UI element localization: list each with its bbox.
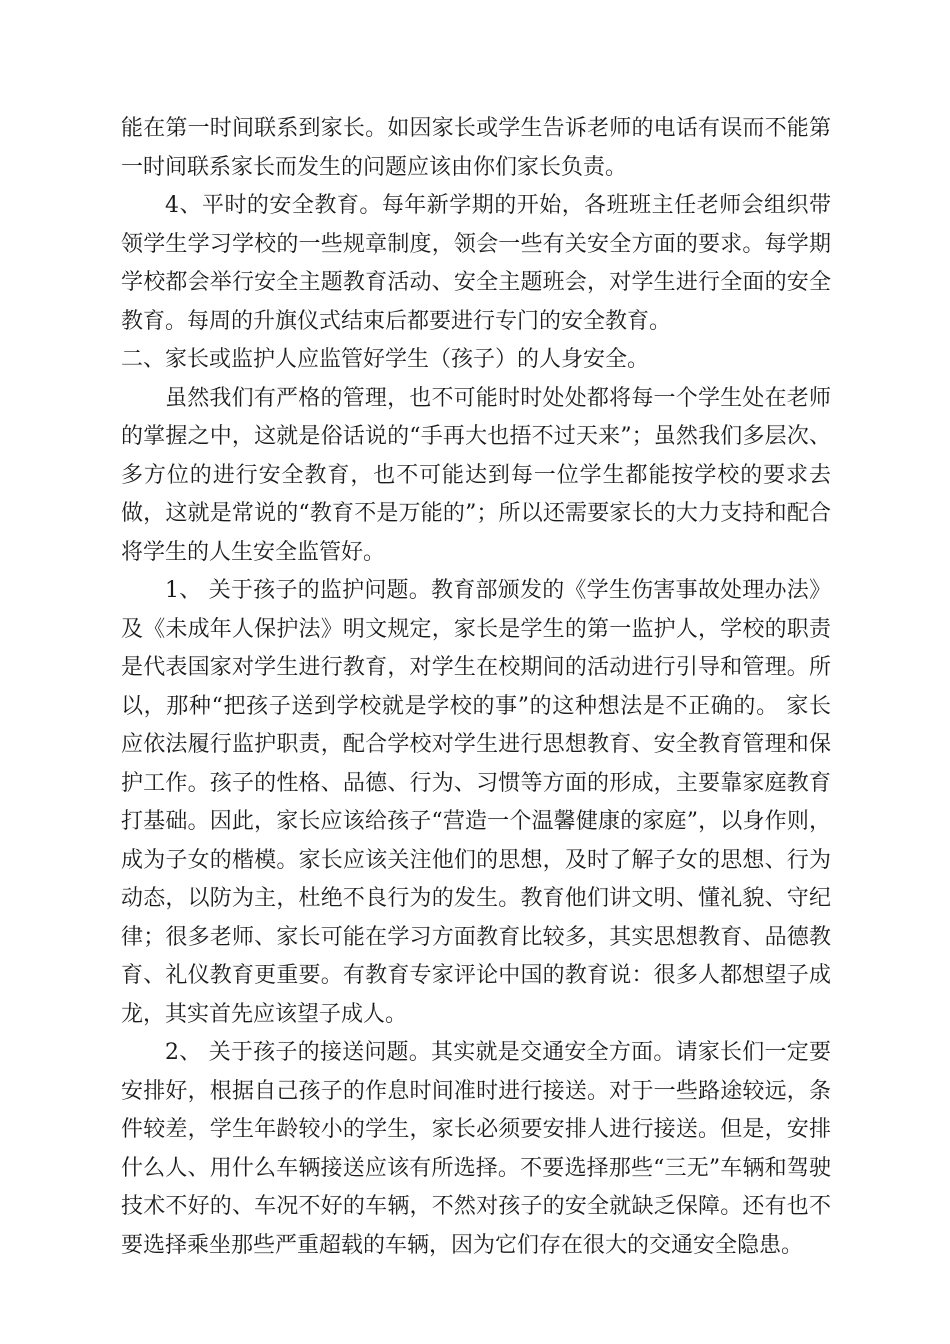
document-body: [121, 110, 831, 1265]
paragraph-guardianship: 1、 关于孩子的监护问题。教育部颁发的《学生伤害事故处理办法》及《未成年人保护法》明文规定，家长是学生的第一监护人，学校的职责是代表国家对学生进行教育，对学生在校期间的活动进行引导和管理。所以，那种“把孩子送到学校就是学校的事”的这种想法是不正确的。 家长应依法履行监护职责，配合学校对学生进行思想教育、安全教育管理和保护工作。孩子的性格、品德、行为、习惯等方面的形成，主要靠家庭教育打基础。因此，家长应该给孩子“营造一个温馨健康的家庭”，以身作则，成为子女的楷模。家长应该关注他们的思想，及时了解子女的思想、行为动态，以防为主，杜绝不良行为的发生。教育他们讲文明、懂礼貌、守纪律；很多老师、家长可能在学习方面教育比较多，其实思想教育、品德教育、礼仪教育更重要。有教育专家评论中国的教育说：很多人都想望子成龙，其实首先应该望子成人。: [121, 578, 831, 1027]
paragraph-safety-education: 4、平时的安全教育。每年新学期的开始，各班班主任老师会组织带领学生学习学校的一些规章制度，领会一些有关安全方面的要求。每学期学校都会举行安全主题教育活动、安全主题班会，对学生进行全面的安全教育。每周的升旗仪式结束后都要进行专门的安全教育。: [121, 193, 831, 334]
paragraph-transport-safety: 2、 关于孩子的接送问题。其实就是交通安全方面。请家长们一定要安排好，根据自己孩子的作息时间准时进行接送。对于一些路途较远，条件较差，学生年龄较小的学生，家长必须要安排人进行接送。但是，安排什么人、用什么车辆接送应该有所选择。不要选择那些“三无”车辆和驾驶技术不好的、车况不好的车辆，不然对孩子的安全就缺乏保障。还有也不要选择乘坐那些严重超载的车辆，因为它们存在很大的交通安全隐患。: [121, 1040, 831, 1258]
paragraph-strict-management: 虽然我们有严格的管理，也不可能时时处处都将每一个学生处在老师的掌握之中，这就是俗话说的“手再大也捂不过天来”；虽然我们多层次、多方位的进行安全教育，也不可能达到每一位学生都能按学校的要求去做，这就是常说的“教育不是万能的”；所以还需要家长的大力支持和配合将学生的人生安全监管好。: [121, 385, 831, 565]
paragraph-contact-parents: 能在第一时间联系到家长。如因家长或学生告诉老师的电话有误而不能第一时间联系家长而发生的问题应该由你们家长负责。: [121, 116, 831, 180]
section-heading-parent-supervision: 二、家长或监护人应监管好学生（孩子）的人身安全。: [121, 347, 650, 372]
